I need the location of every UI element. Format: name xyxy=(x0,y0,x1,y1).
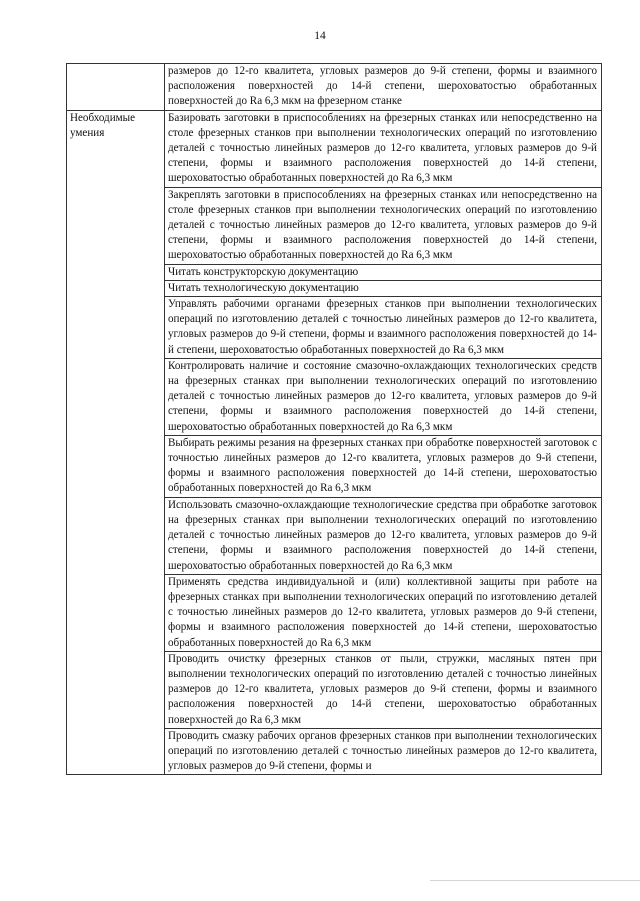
skill-cell: Проводить смазку рабочих органов фрезерных станков при выполнении технологических операций по изготовлению деталей с точностью линейных размеров до 12-го квалитета, угловых размеров до 9-й степени, формы и xyxy=(165,728,602,775)
page-number: 14 xyxy=(314,30,326,42)
skill-cell: Закреплять заготовки в приспособлениях на фрезерных станках или непосредственно на столе фрезерных станков при выполнении технологических операций по изготовлению деталей с точностью линейных размеров до 12-го квалитета, угловых размеров до 9-й степени, формы и взаимного расположения поверхностей до 14-й степени, шероховатостью обработанных поверхностей до Ra 6,3 мкм xyxy=(165,187,602,264)
skill-cell: Проводить очистку фрезерных станков от пыли, стружки, масляных пятен при выполнении технологических операций по изготовлению деталей с точностью линейных размеров до 12-го квалитета, угловых размеров до 9-й степени, формы и взаимного расположения поверхностей до 14-й степени, шероховатостью обработанных поверхностей до Ra 6,3 мкм xyxy=(165,651,602,728)
skill-cell: Читать конструкторскую документацию xyxy=(165,264,602,280)
skill-cell: Читать технологическую документацию xyxy=(165,280,602,296)
skill-cell: Контролировать наличие и состояние смазочно-охлаждающих технологических средств на фрезерных станках при выполнении технологических операций по изготовлению деталей с точностью линейных размеров до 12-го квалитета, угловых размеров до 9-й степени, формы и взаимного расположения поверхностей до 14-й степени, шероховатостью обработанных поверхностей до Ra 6,3 мкм xyxy=(165,358,602,435)
skill-cell: Управлять рабочими органами фрезерных станков при выполнении технологических операций по изготовлению деталей с точностью линейных размеров до 12-го квалитета, угловых размеров до 9-й степени, формы и взаимного расположения поверхностей до 14-й степени, шероховатостью обработанных поверхностей до Ra 6,3 мкм xyxy=(165,297,602,359)
skill-cell: Применять средства индивидуальной и (или) коллективной защиты при работе на фрезерных станках при выполнении технологических операций по изготовлению деталей с точностью линейных размеров до 12-го квалитета, угловых размеров до 9-й степени, формы и взаимного расположения поверхностей до 14-й степени, шероховатостью обработанных поверхностей до Ra 6,3 мкм xyxy=(165,574,602,651)
label-skills-line2: умения xyxy=(70,126,105,139)
label-skills-line1: Необходимые xyxy=(70,111,136,124)
skill-cell: Использовать смазочно-охлаждающие технологические средства при обработке заготовок на фрезерных станках при выполнении технологических операций по изготовлению деталей с точностью линейных размеров до 12-го квалитета, угловых размеров до 9-й степени, формы и взаимного расположения поверхностей до 14-й степени, шероховатостью обработанных поверхностей до Ra 6,3 мкм xyxy=(165,497,602,574)
scan-edge-line xyxy=(430,880,640,881)
table-row xyxy=(67,64,602,111)
label-cell-skills xyxy=(67,110,165,775)
skill-cell: Базировать заготовки в приспособлениях на фрезерных станках или непосредственно на столе фрезерных станков при выполнении технологических операций по изготовлению деталей с точностью линейных размеров до 12-го квалитета, угловых размеров до 9-й степени, формы и взаимного расположения поверхностей до 14-й степени, шероховатостью обработанных поверхностей до Ra 6,3 мкм xyxy=(165,110,602,187)
skills-table xyxy=(66,63,602,775)
skill-cell: размеров до 12-го квалитета, угловых размеров до 9-й степени, формы и взаимного расположения поверхностей до 14-й степени, шероховатостью обработанных поверхностей до Ra 6,3 мкм на фрезерном станке xyxy=(165,64,602,111)
skill-cell: Выбирать режимы резания на фрезерных станках при обработке поверхностей заготовок с точностью линейных размеров до 12-го квалитета, угловых размеров до 9-й степени, формы и взаимного расположения поверхностей до 14-й степени, шероховатостью обработанных поверхностей до Ra 6,3 мкм xyxy=(165,435,602,497)
table-row xyxy=(67,110,602,187)
label-cell-continued xyxy=(67,64,165,111)
